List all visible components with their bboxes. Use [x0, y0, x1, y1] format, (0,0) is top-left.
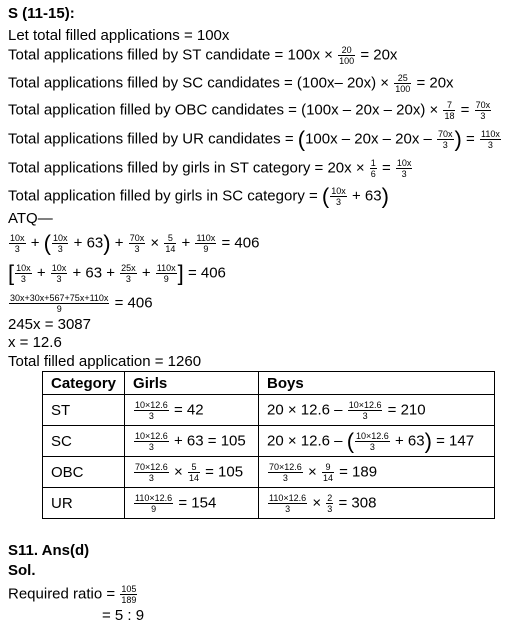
plus: + — [36, 264, 46, 282]
denominator: 9 — [151, 503, 157, 514]
denominator: 3 — [401, 169, 407, 179]
line-girls-sc-text: Total application filled by girls in SC category = — [8, 187, 318, 205]
line-sc-result: = 20x — [416, 74, 454, 92]
line-st-result: = 20x — [360, 46, 398, 64]
denominator: 14 — [188, 472, 199, 483]
numerator: 1 — [370, 158, 376, 168]
paren-right: ) — [103, 230, 111, 256]
denominator: 6 — [370, 169, 376, 179]
fraction — [134, 462, 169, 483]
line-obc-text: Total application filled by OBC candidates = (100x – 20x – 20x) × — [8, 101, 439, 119]
numerator: 25x — [121, 263, 136, 273]
equation-3 — [8, 293, 153, 314]
numerator: 110×12.6 — [135, 492, 173, 503]
denominator: 100 — [339, 56, 355, 66]
plus-63: + 63 — [351, 187, 382, 205]
cell-boys — [259, 395, 495, 426]
numerator: 110×12.6 — [269, 492, 307, 503]
fraction — [51, 263, 68, 284]
ratio-label: Required ratio = — [8, 585, 116, 603]
required-ratio — [8, 584, 138, 605]
table-row — [43, 488, 495, 519]
fraction — [370, 158, 377, 179]
header-category: Category — [43, 372, 125, 395]
numerator: 70×12.6 — [135, 461, 168, 472]
numerator: 5 — [164, 233, 176, 244]
fraction — [120, 263, 137, 284]
line-obc — [8, 100, 492, 121]
paren-left: ( — [346, 428, 355, 453]
plus: + — [30, 234, 40, 252]
numerator: 70x — [475, 100, 491, 110]
fraction — [9, 293, 109, 314]
numerator: 30x+30x+567+75x+110x — [10, 293, 109, 303]
equals: = — [460, 101, 470, 119]
numerator: 110x — [156, 263, 176, 273]
paren-left: ( — [43, 230, 51, 256]
paren-right: ) — [424, 428, 432, 453]
plus: + — [114, 234, 124, 252]
denominator: 3 — [336, 197, 342, 207]
fraction — [188, 462, 200, 483]
times: × — [308, 462, 317, 480]
denominator: 3 — [487, 140, 493, 150]
numerator: 10×12.6 — [135, 399, 168, 410]
plus-63-plus: + 63 + — [72, 264, 115, 282]
bracket-left: [ — [8, 260, 15, 286]
atq-label: ATQ— — [8, 210, 53, 227]
denominator: 9 — [56, 304, 62, 314]
denominator: 3 — [134, 244, 140, 254]
cell-boys — [259, 488, 495, 519]
fraction — [268, 493, 307, 514]
header-boys: Boys — [259, 372, 495, 395]
fraction — [443, 100, 455, 121]
times: × — [174, 462, 183, 480]
line-girls-st — [8, 158, 413, 179]
denominator: 189 — [121, 595, 137, 605]
numerator: 5 — [188, 462, 200, 473]
fraction — [129, 233, 146, 254]
fraction — [195, 233, 216, 254]
denominator: 14 — [322, 472, 333, 483]
numerator: 10x — [396, 158, 412, 168]
boys-result: = 147 — [436, 431, 475, 449]
numerator: 70x — [438, 129, 453, 139]
numerator: 10x — [331, 186, 346, 196]
fraction — [475, 100, 492, 121]
denominator: 3 — [148, 441, 154, 452]
fraction — [330, 186, 347, 207]
denominator: 3 — [327, 503, 333, 514]
header-girls: Girls — [125, 372, 259, 395]
fraction — [326, 493, 333, 514]
times: × — [150, 234, 160, 252]
cell-girls — [125, 488, 259, 519]
numerator: 10x — [10, 233, 25, 243]
cell-boys — [259, 426, 495, 457]
fraction — [322, 462, 334, 483]
line-girls-st-text: Total applications filled by girls in ST category = 20x × — [8, 159, 365, 177]
table-header-row — [43, 372, 495, 395]
equals-406: = 406 — [114, 294, 153, 312]
numerator: 70×12.6 — [269, 461, 302, 472]
girls-result: = 42 — [174, 400, 204, 418]
denominator: 3 — [57, 244, 63, 254]
denominator: 3 — [442, 140, 448, 150]
numerator: 10x — [51, 263, 67, 273]
fraction — [120, 584, 137, 605]
fraction — [355, 431, 390, 452]
cell-category: ST — [43, 395, 125, 426]
equals-406: = 406 — [187, 264, 226, 282]
times: × — [312, 493, 322, 511]
plus: + — [141, 264, 151, 282]
numerator: 20 — [338, 45, 355, 56]
fraction — [156, 263, 177, 284]
cell-boys — [259, 457, 495, 488]
denominator: 3 — [125, 274, 131, 284]
numerator: 110x — [196, 233, 216, 243]
cell-girls — [125, 457, 259, 488]
numerator: 10x — [16, 263, 31, 273]
fraction — [348, 400, 383, 421]
fraction — [9, 233, 26, 254]
boys-pre: 20 × 12.6 – — [267, 400, 343, 418]
denominator: 3 — [285, 503, 291, 514]
plus-63: + 63 — [394, 431, 425, 449]
line-st — [8, 45, 397, 66]
line-total: Let total filled applications = 100x — [8, 27, 230, 44]
answer-title: S11. Ans(d) — [8, 542, 90, 559]
bracket-right: ] — [177, 260, 184, 286]
plus-63: + 63 — [73, 234, 104, 252]
line-ur — [8, 126, 502, 152]
plus: + — [181, 234, 191, 252]
fraction — [164, 233, 176, 254]
line-ur-inner: 100x – 20x – 20x – — [305, 130, 432, 148]
paren-left: ( — [297, 126, 306, 152]
numerator: 7 — [443, 100, 455, 111]
equation-2 — [8, 260, 226, 286]
fraction — [394, 73, 411, 94]
line-sc-text: Total applications filled by SC candidates = (100x– 20x) × — [8, 74, 390, 92]
fraction — [15, 263, 32, 284]
line-sc — [8, 73, 454, 94]
total-filled: Total filled application = 1260 — [8, 353, 202, 370]
denominator: 3 — [480, 111, 486, 121]
cell-girls — [125, 395, 259, 426]
paren-right: ) — [454, 126, 462, 152]
cell-category: SC — [43, 426, 125, 457]
numerator: 10x — [52, 233, 68, 243]
denominator: 3 — [369, 441, 375, 452]
denominator: 9 — [203, 244, 209, 254]
paren-right: ) — [381, 183, 389, 209]
equals: = — [381, 159, 391, 177]
fraction — [480, 129, 501, 150]
equation-4: 245x = 3087 — [8, 316, 91, 333]
fraction — [134, 431, 169, 452]
category-table — [42, 371, 495, 519]
numerator: 10×12.6 — [348, 399, 382, 410]
numerator: 70x — [129, 233, 145, 243]
numerator: 10×12.6 — [356, 430, 389, 441]
ratio-result: = 5 : 9 — [102, 607, 145, 624]
denominator: 18 — [444, 111, 455, 121]
fraction — [396, 158, 413, 179]
denominator: 3 — [20, 274, 26, 284]
denominator: 3 — [148, 472, 154, 483]
equals: = — [466, 130, 475, 148]
boys-result: = 189 — [339, 462, 378, 480]
cell-girls — [125, 426, 259, 457]
fraction — [134, 400, 169, 421]
girls-result: = 154 — [178, 493, 217, 511]
fraction — [268, 462, 303, 483]
paren-left: ( — [321, 183, 330, 209]
table-row — [43, 395, 495, 426]
equation-5: x = 12.6 — [8, 334, 62, 351]
numerator: 25 — [394, 73, 411, 84]
numerator: 110x — [480, 129, 500, 139]
table-row — [43, 426, 495, 457]
numerator: 2 — [327, 492, 333, 503]
fraction — [52, 233, 69, 254]
denominator: 100 — [395, 84, 411, 94]
girls-result: = 105 — [205, 462, 244, 480]
girls-result: + 63 = 105 — [174, 431, 246, 449]
boys-result: = 308 — [338, 493, 377, 511]
numerator: 9 — [322, 462, 334, 473]
line-girls-sc — [8, 183, 389, 209]
boys-result: = 210 — [387, 400, 426, 418]
boys-pre: 20 × 12.6 – — [267, 431, 343, 449]
numerator: 10×12.6 — [135, 430, 168, 441]
denominator: 9 — [163, 274, 169, 284]
denominator: 3 — [56, 274, 62, 284]
fraction — [437, 129, 454, 150]
numerator: 105 — [121, 584, 137, 594]
denominator: 14 — [165, 244, 176, 254]
fraction — [338, 45, 355, 66]
cell-category: OBC — [43, 457, 125, 488]
table-row — [43, 457, 495, 488]
line-st-text: Total applications filled by ST candidate = 100x × — [8, 46, 333, 64]
line-ur-text: Total applications filled by UR candidates = — [8, 130, 294, 148]
equals-406: = 406 — [221, 234, 260, 252]
denominator: 3 — [282, 472, 288, 483]
solution-heading: S (11-15): — [8, 5, 75, 22]
denominator: 3 — [14, 244, 20, 254]
fraction — [134, 493, 173, 514]
equation-1 — [8, 230, 260, 256]
cell-category: UR — [43, 488, 125, 519]
solution-label: Sol. — [8, 562, 36, 579]
denominator: 3 — [148, 410, 154, 421]
denominator: 3 — [362, 410, 368, 421]
